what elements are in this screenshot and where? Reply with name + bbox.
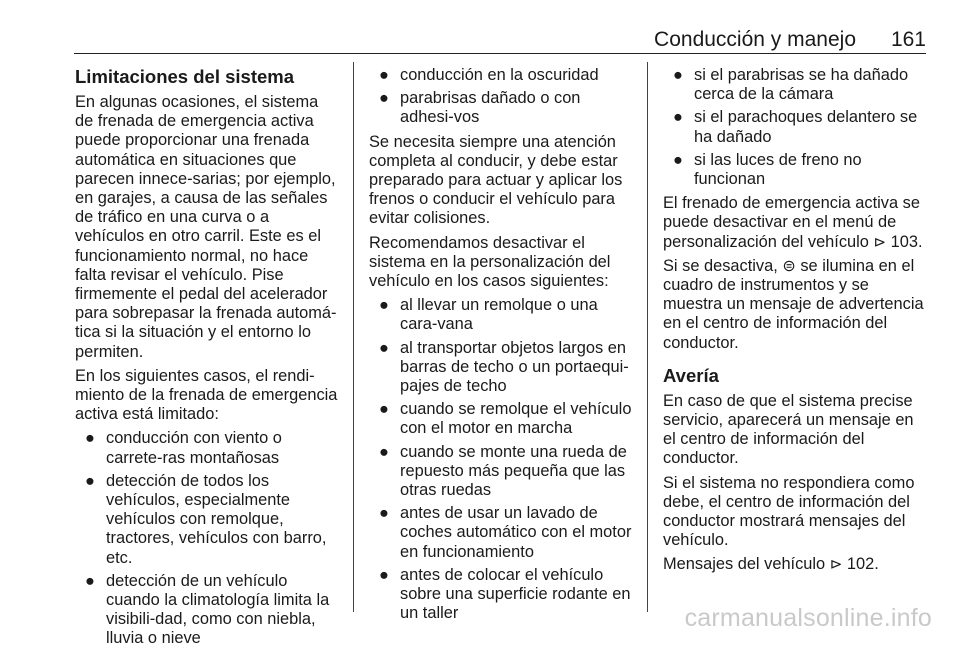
page-reference-icon: ⊳ <box>829 556 843 574</box>
list-item: ● si el parachoques delantero se ha dañado <box>673 108 918 146</box>
list-item: ● cuando se monte una rueda de repuesto más pequeña que las otras ruedas <box>379 442 627 500</box>
paragraph: Se necesita siempre una atención completa al conducir, y debe estar preparado para actuar y aplicar los frenos o conducir el vehículo para evitar colisiones. <box>369 132 623 228</box>
list-item: ● antes de usar un lavado de coches automático con el motor en funcionamiento <box>379 504 632 561</box>
page-number: 161 <box>890 28 926 51</box>
column-1 <box>75 66 341 654</box>
bullet-icon: ● <box>85 429 95 448</box>
paragraph: En algunas ocasiones, el sistema de frenada de emergencia activa puede proporcionar una frenada automática en situaciones que parecen innece-sarias; por ejemplo, en garajes, a causa de las señales de tráfico en una curva o a vehículos en otro carril. Este es el funcionamiento normal, no hace falta revisar el vehículo. Pise firmemente el pedal del acelerador para sobrepasar la frenada automá-tica si la situación y el entorno lo permiten. <box>75 93 337 361</box>
bullet-icon: ● <box>379 338 389 357</box>
list-item: ● conducción en la oscuridad <box>379 66 599 84</box>
list-item: ● parabrisas dañado o con adhesi-vos <box>379 89 581 127</box>
column-3 <box>663 66 928 580</box>
bullet-list <box>369 66 633 128</box>
column-divider-2 <box>647 62 648 612</box>
header-rule <box>74 53 926 54</box>
page-reference-icon: ⊳ <box>873 233 887 251</box>
bullet-list <box>75 429 341 648</box>
list-item: ● si el parabrisas se ha dañado cerca de la cámara <box>673 66 909 104</box>
bullet-list <box>369 296 633 623</box>
emergency-brake-warning-icon: ⊜ <box>782 257 796 275</box>
list-item: ● antes de colocar el vehículo sobre una superficie rodante en un taller <box>379 565 631 623</box>
watermark: carmanualsonline.info <box>684 604 932 632</box>
section-title: Conducción y manejo <box>654 28 856 51</box>
list-item: ● conducción con viento o carrete-ras montañosas <box>85 429 282 467</box>
list-item: ● al llevar un remolque o una cara-vana <box>379 296 598 334</box>
paragraph: En caso de que el sistema precise servicio, aparecerá un mensaje en el centro de información del conductor. <box>663 391 914 468</box>
bullet-icon: ● <box>379 565 389 584</box>
bullet-icon: ● <box>379 66 389 84</box>
list-item: ● cuando se remolque el vehículo con el motor en marcha <box>379 400 632 438</box>
bullet-icon: ● <box>379 89 389 108</box>
bullet-icon: ● <box>673 150 683 169</box>
paragraph: El frenado de emergencia activa se puede desactivar en el menú de personalización del vehículo ⊳ 103. <box>663 194 923 251</box>
column-divider-1 <box>353 62 354 612</box>
heading-system-limitations: Limitaciones del sistema <box>75 66 295 87</box>
bullet-list <box>663 66 928 189</box>
paragraph: Si se desactiva, ⊜ se ilumina en el cuadro de instrumentos y se muestra un mensaje de advertencia en el centro de información del conductor. <box>663 256 924 352</box>
bullet-icon: ● <box>379 504 389 523</box>
paragraph: Mensajes del vehículo ⊳ 102. <box>663 555 879 574</box>
list-item: ● detección de todos los vehículos, especialmente vehículos con remolque, tractores, vehículos con barro, etc. <box>85 471 327 567</box>
paragraph: En los siguientes casos, el rendi-miento de la frenada de emergencia activa está limitado: <box>75 366 338 424</box>
heading-fault: Avería <box>663 364 719 386</box>
bullet-icon: ● <box>379 296 389 315</box>
bullet-icon: ● <box>379 442 389 461</box>
paragraph: Recomendamos desactivar el sistema en la personalización del vehículo en los casos siguientes: <box>369 233 611 291</box>
page-header <box>74 26 926 56</box>
bullet-icon: ● <box>673 66 683 84</box>
page-reference[interactable]: 102. <box>846 555 879 574</box>
column-2 <box>369 66 633 628</box>
bullet-icon: ● <box>85 571 95 590</box>
list-item: ● detección de un vehículo cuando la climatología limita la visibili-dad, como con niebla, lluvia o nieve <box>85 571 330 648</box>
list-item: ● si las luces de freno no funcionan <box>673 150 862 189</box>
bullet-icon: ● <box>379 400 389 419</box>
paragraph: Si el sistema no respondiera como debe, el centro de información del conductor mostrará mensajes del vehículo. <box>663 473 915 550</box>
page-reference[interactable]: 103. <box>890 232 923 251</box>
list-item: ● al transportar objetos largos en barras de techo o un portaequi-pajes de techo <box>379 338 629 396</box>
bullet-icon: ● <box>673 108 683 127</box>
bullet-icon: ● <box>85 471 95 490</box>
